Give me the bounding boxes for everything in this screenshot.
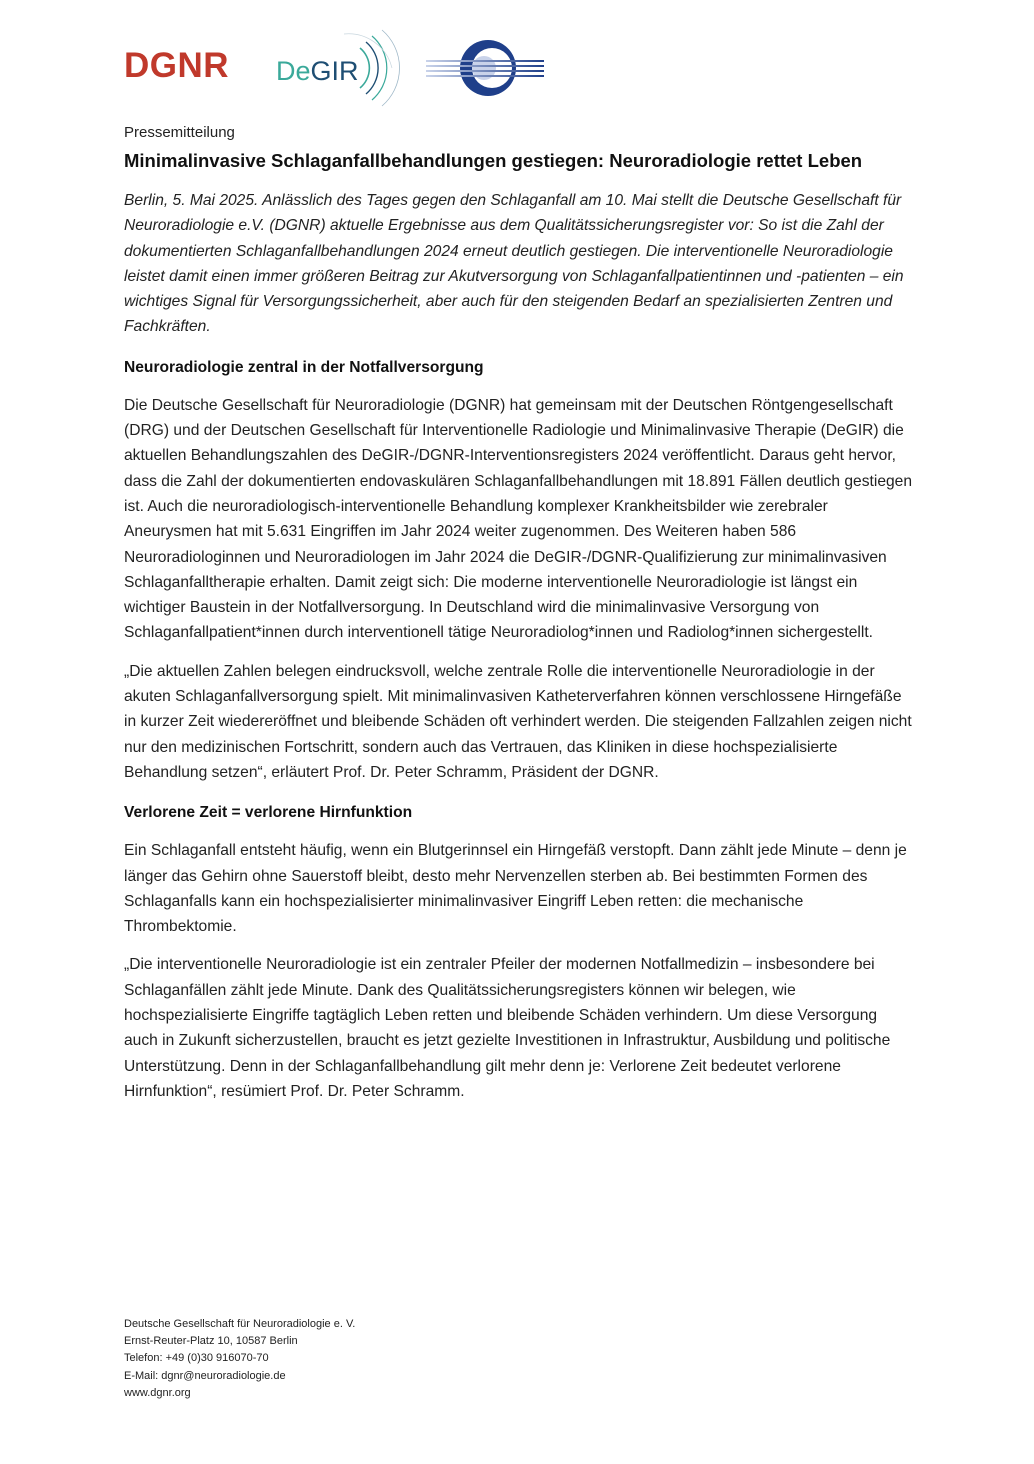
dgnr-logo: DGNR xyxy=(124,46,230,85)
footer-phone: Telefon: +49 (0)30 916070-70 xyxy=(124,1352,269,1365)
section2-heading: Verlorene Zeit = verlorene Hirnfunktion xyxy=(124,804,413,822)
circle-lines-logo xyxy=(426,36,546,103)
circle-lines-icon xyxy=(426,36,546,98)
press-release-body xyxy=(124,122,914,1104)
kicker: Pressemitteilung xyxy=(124,124,235,141)
footer-web[interactable]: www.dgnr.org xyxy=(124,1386,191,1399)
footer-contact xyxy=(124,1316,624,1402)
degir-wordmark xyxy=(276,58,359,85)
section2-quote: „Die interventionelle Neuroradiologie ist ein zentraler Pfeiler der modernen Notfallmedizin – insbesondere bei Schlaganfällen zählt jede Minute. Dank des Qualitätssicherungsregisters können wir belegen, wie hochspezialisierte Eingriffe tagtäglich Leben retten und bleibende Schäden verhindern. Um diese Versorgung auch in Zukunft sicherzustellen, braucht es jetzt gezielte Investitionen in Infrastruktur, Ausbildung und politische Unterstützung. Denn in der Schlaganfallbehandlung gilt mehr denn je: Verlorene Zeit bedeutet verlorene Hirnfunktion“, resümiert Prof. Dr. Peter Schramm. xyxy=(124,956,891,1100)
footer-address: Ernst-Reuter-Platz 10, 10587 Berlin xyxy=(124,1335,298,1348)
section1-quote: „Die aktuellen Zahlen belegen eindrucksvoll, welche zentrale Rolle die interventionelle Neuroradiologie in der akuten Schlaganfallversorgung spielt. Mit minimalinvasiven Katheterverfahren können verschlossene Hirngefäße in kurzer Zeit wiedereröffnet und bleibende Schäden oft verhindert werden. Die steigenden Fallzahlen zeigen nicht nur den medizinischen Fortschritt, sondern auch das Vertrauen, das Kliniken in diese hochspezialisierte Behandlung setzen“, erläutert Prof. Dr. Peter Schramm, Präsident der DGNR. xyxy=(124,662,912,781)
lead-paragraph: Berlin, 5. Mai 2025. Anlässlich des Tages gegen den Schlaganfall am 10. Mai stellt die Deutsche Gesellschaft für Neuroradiologie e.V. (DGNR) aktuelle Ergebnisse aus dem Qualitätssicherungsregister vor: So ist die Zahl der dokumentierten Schlaganfallbehandlungen 2024 erneut deutlich gestiegen. Die interventionelle Neuroradiologie leistet damit einen immer größeren Beitrag zur Akutversorgung von Schlaganfallpatientinnen und -patienten – ein wichtiges Signal für Versorgungssicherheit, aber auch für den steigenden Bedarf an spezialisierten Zentren und Fachkräften. xyxy=(124,192,904,336)
degir-prefix: De xyxy=(276,56,311,86)
footer-email[interactable]: E-Mail: dgnr@neuroradiologie.de xyxy=(124,1369,286,1382)
section2-paragraph-1: Ein Schlaganfall entsteht häufig, wenn ein Blutgerinnsel ein Hirngefäß verstopft. Dann zählt jede Minute – denn je länger das Gehirn ohne Sauerstoff bleibt, desto mehr Nervenzellen sterben ab. Bei bestimmten Formen des Schlaganfalls kann ein hochspezialisierter minimalinvasiver Eingriff Leben retten: die mechanische Thrombektomie. xyxy=(124,842,907,936)
section1-heading: Neuroradiologie zentral in der Notfallversorgung xyxy=(124,358,484,376)
headline: Minimalinvasive Schlaganfallbehandlungen gestiegen: Neuroradiologie rettet Leben xyxy=(124,150,863,171)
section1-paragraph-1: Die Deutsche Gesellschaft für Neuroradiologie (DGNR) hat gemeinsam mit der Deutschen Röntgengesellschaft (DRG) und der Deutschen Gesellschaft für Interventionelle Radiologie und Minimalinvasive Therapie (DeGIR) die aktuellen Behandlungszahlen des DeGIR-/DGNR-Interventionsregisters 2024 veröffentlicht. Daraus geht hervor, dass die Zahl der dokumentierten endovaskulären Schlaganfallbehandlungen mit 18.891 Fällen deutlich gestiegen ist. Auch die neuroradiologisch-interventionelle Behandlung komplexer Krankheitsbilder wie zerebraler Aneurysmen hat mit 5.631 Eingriffen im Jahr 2024 weiter zugenommen. Des Weiteren haben 586 Neuroradiologinnen und Neuroradiologen im Jahr 2024 die DeGIR-/DGNR-Qualifizierung zur minimalinvasiven Schlaganfalltherapie erhalten. Damit zeigt sich: Die moderne interventionelle Neuroradiologie ist längst ein wichtiger Baustein in der Notfallversorgung. In Deutschland wird die minimalinvasive Versorgung von Schlaganfallpatient*innen durch interventionell tätige Neuroradiolog*innen und Radiolog*innen sichergestellt. xyxy=(124,396,913,642)
footer-org: Deutsche Gesellschaft für Neuroradiologie e. V. xyxy=(124,1318,356,1330)
logo-bar xyxy=(124,22,564,112)
degir-suffix: GIR xyxy=(310,56,359,86)
degir-logo xyxy=(274,26,404,110)
